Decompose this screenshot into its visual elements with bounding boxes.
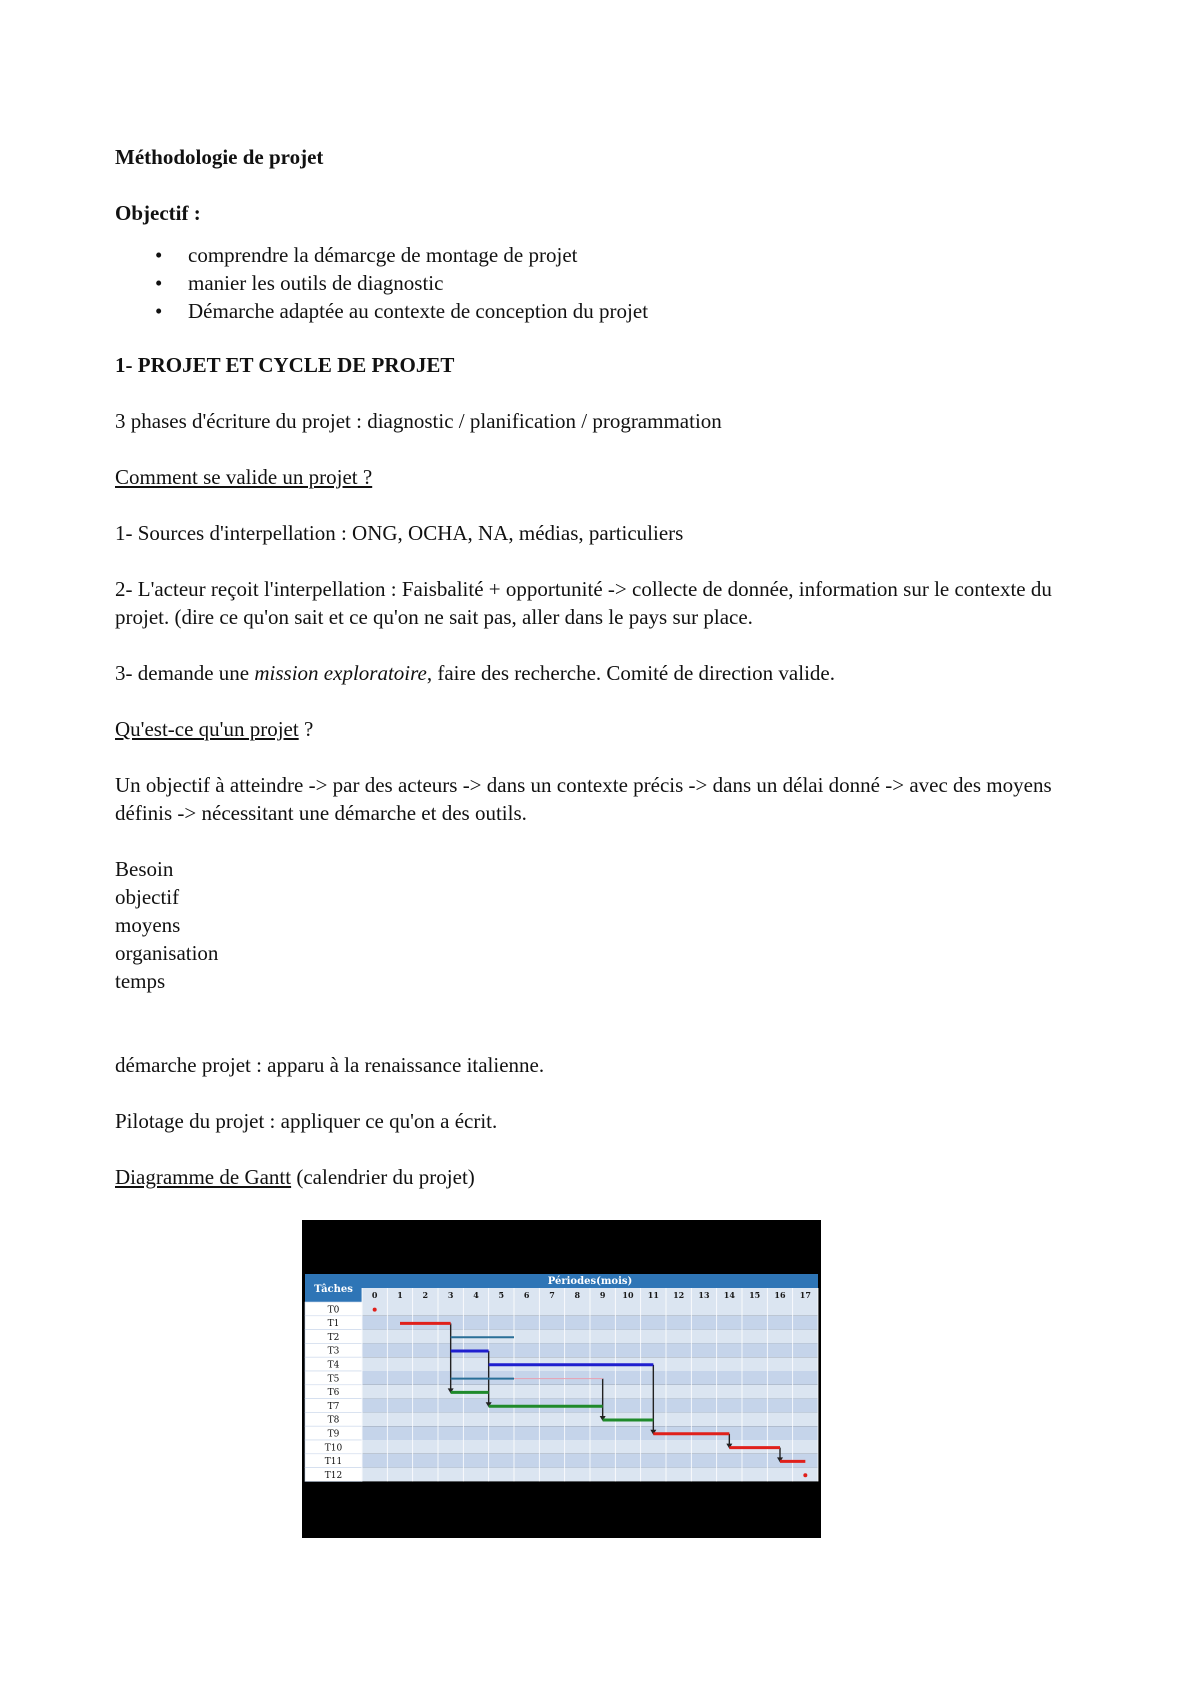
period-label: 3 (447, 1290, 454, 1300)
definition-question: Qu'est-ce qu'un projet ? (115, 717, 314, 741)
elements-list (115, 855, 1095, 995)
phases-text: 3 phases d'écriture du projet : diagnostic / planification / programmation (115, 409, 722, 433)
period-label: 14 (723, 1290, 735, 1300)
demarche-text: démarche projet : apparu à la renaissance italienne. (115, 1053, 545, 1077)
mission-emphasis: mission exploratoire (254, 661, 427, 685)
gantt-caption: Diagramme de Gantt (calendrier du projet) (115, 1165, 475, 1189)
period-label: 8 (574, 1290, 581, 1300)
pilotage-text: Pilotage du projet : appliquer ce qu'on a écrit. (115, 1109, 498, 1133)
list-item: temps (115, 969, 166, 993)
bullet-icon: • (155, 271, 163, 295)
document-body (115, 143, 1095, 1219)
objectives-list (115, 241, 1095, 325)
period-label: 6 (523, 1290, 530, 1300)
period-label: 9 (599, 1290, 606, 1300)
periods-header: Périodes(mois) (547, 1276, 633, 1287)
gantt-chart (302, 1220, 821, 1538)
period-label: 5 (498, 1290, 505, 1300)
task-label: T10 (324, 1443, 343, 1454)
task-label: T1 (327, 1319, 340, 1330)
list-item: moyens (115, 913, 181, 937)
period-label: 11 (647, 1290, 659, 1300)
objective-label: Objectif : (115, 201, 201, 225)
period-label: 12 (673, 1290, 685, 1300)
period-label: 10 (622, 1290, 634, 1300)
gantt-figure (302, 1220, 821, 1538)
task-label: T0 (327, 1305, 340, 1316)
task-label: T9 (327, 1429, 340, 1440)
step-1: 1- Sources d'interpellation : ONG, OCHA, NA, médias, particuliers (115, 521, 684, 545)
period-label: 7 (549, 1290, 555, 1300)
list-item: • comprendre la démarcge de montage de projet (155, 243, 578, 267)
page-title: Méthodologie de projet (115, 145, 324, 169)
task-label: T11 (324, 1457, 343, 1468)
step-2: 2- L'acteur reçoit l'interpellation : Faisbalité + opportunité -> collecte de donnée, information sur le contexte du projet. (dire ce qu'on sait et ce qu'on ne sait pas, aller dans le pays sur place. (115, 577, 1052, 629)
period-label: 4 (473, 1290, 479, 1300)
task-label: T8 (327, 1415, 340, 1426)
tasks-header: Tâches (314, 1284, 353, 1295)
list-item: • Démarche adaptée au contexte de conception du projet (155, 299, 649, 323)
task-label: T2 (327, 1332, 340, 1343)
task-label: T3 (327, 1346, 340, 1357)
period-label: 2 (422, 1290, 429, 1300)
task-label: T5 (327, 1374, 340, 1385)
list-item: objectif (115, 885, 180, 909)
list-item: organisation (115, 941, 219, 965)
milestone-marker (373, 1308, 377, 1312)
list-item: Besoin (115, 857, 174, 881)
period-label: 17 (799, 1290, 811, 1300)
bullet-icon: • (155, 299, 163, 323)
period-label: 1 (397, 1290, 403, 1300)
period-label: 15 (749, 1290, 761, 1300)
step-3: 3- demande une mission exploratoire, faire des recherche. Comité de direction valide. (115, 661, 835, 685)
bullet-icon: • (155, 243, 163, 267)
task-label: T6 (327, 1388, 340, 1399)
validation-question: Comment se valide un projet ? (115, 465, 373, 489)
task-label: T12 (324, 1470, 343, 1481)
definition-text: Un objectif à atteindre -> par des acteurs -> dans un contexte précis -> dans un délai donné -> avec des moyens définis -> nécessitant une démarche et des outils. (115, 773, 1052, 825)
period-label: 13 (698, 1290, 710, 1300)
section-heading: 1- PROJET ET CYCLE DE PROJET (115, 353, 455, 377)
milestone-marker (803, 1473, 807, 1477)
period-label: 0 (371, 1290, 378, 1300)
list-item: • manier les outils de diagnostic (155, 271, 444, 295)
period-label: 16 (774, 1290, 786, 1300)
task-label: T7 (327, 1401, 340, 1412)
task-label: T4 (327, 1360, 340, 1371)
